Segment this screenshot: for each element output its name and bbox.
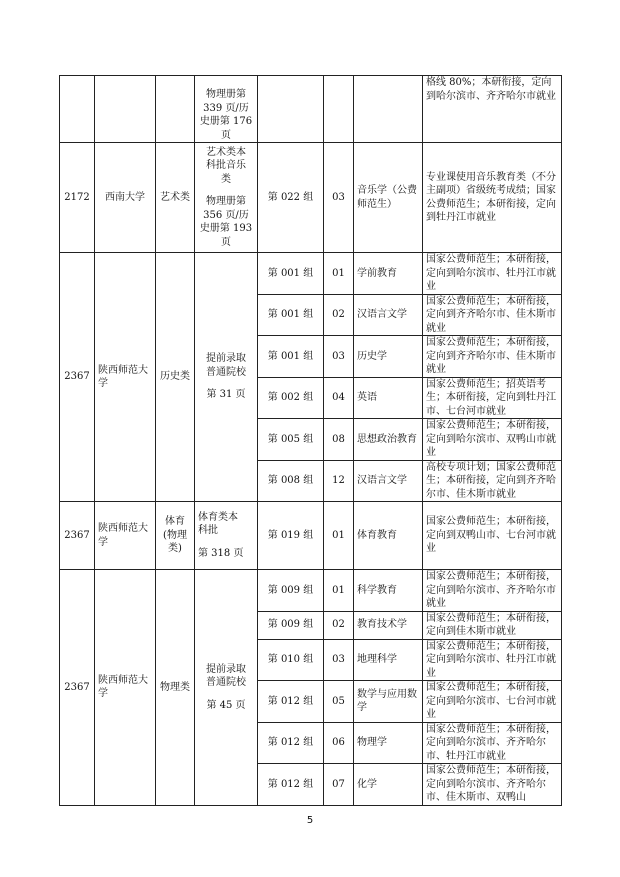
note-cell: 国家公费师范生；本研衔接，定向到齐齐哈尔市、佳木斯市就业	[423, 294, 562, 336]
table-row	[60, 502, 562, 570]
type-cell: 体育类本 科批 第 318 页	[195, 502, 258, 570]
group-cell: 第 010 组	[258, 639, 324, 681]
table-row	[60, 76, 562, 143]
note-cell: 国家公费师范生；本研衔接，定向到哈尔滨市、齐齐哈尔市、佳木斯市、双鸭山	[423, 764, 562, 806]
code-cell: 2172	[60, 143, 95, 253]
school-cell: 陕西师范大学	[95, 253, 156, 502]
num-cell: 05	[324, 681, 354, 723]
group-cell: 第 019 组	[258, 502, 324, 570]
major-cell: 音乐学（公费师范生）	[354, 143, 423, 253]
num-cell: 08	[324, 419, 354, 461]
num-cell: 03	[324, 143, 354, 253]
note-cell: 格线 80%；本研衔接，定向到哈尔滨市、齐齐哈尔市就业	[423, 76, 562, 143]
num-cell: 12	[324, 460, 354, 502]
admission-table	[59, 75, 562, 806]
group-cell: 第 012 组	[258, 764, 324, 806]
num-cell: 03	[324, 336, 354, 378]
note-cell: 国家公费师范生；招英语考生；本研衔接，定向到牡丹江市、七台河市就业	[423, 377, 562, 419]
school-cell	[95, 76, 156, 143]
major-cell: 体育教育	[354, 502, 423, 570]
group-cell: 第 001 组	[258, 253, 324, 295]
group-cell: 第 009 组	[258, 611, 324, 639]
major-cell: 英语	[354, 377, 423, 419]
table-row	[60, 143, 562, 253]
note-cell: 国家公费师范生；本研衔接，定向到哈尔滨市、牡丹江市就业	[423, 639, 562, 681]
code-cell: 2367	[60, 570, 95, 806]
group-cell: 第 012 组	[258, 681, 324, 723]
subject-cell: 艺术类	[156, 143, 195, 253]
num-cell: 01	[324, 570, 354, 612]
school-cell: 西南大学	[95, 143, 156, 253]
major-cell: 学前教育	[354, 253, 423, 295]
school-cell: 陕西师范大学	[95, 502, 156, 570]
note-cell: 专业课使用音乐教育类（不分主副项）省级统考成绩；国家公费师范生；本研衔接，定向到牡丹江市就业	[423, 143, 562, 253]
group-cell: 第 001 组	[258, 336, 324, 378]
major-cell	[354, 76, 423, 143]
table-row	[60, 253, 562, 295]
major-cell: 化学	[354, 764, 423, 806]
table-row	[60, 570, 562, 612]
num-cell: 01	[324, 253, 354, 295]
major-cell: 数学与应用数学	[354, 681, 423, 723]
group-cell	[258, 76, 324, 143]
subject-cell: 历史类	[156, 253, 195, 502]
subject-cell: 体育(物理类)	[156, 502, 195, 570]
group-cell: 第 005 组	[258, 419, 324, 461]
major-cell: 科学教育	[354, 570, 423, 612]
major-cell: 教育技术学	[354, 611, 423, 639]
note-cell: 国家公费师范生；本研衔接，定向到佳木斯市就业	[423, 611, 562, 639]
note-cell: 国家公费师范生；本研衔接，定向到齐齐哈尔市、佳木斯市就业	[423, 336, 562, 378]
subject-cell: 物理类	[156, 570, 195, 806]
page-number: 5	[306, 815, 314, 826]
note-cell: 国家公费师范生；本研衔接，定向到哈尔滨市、齐齐哈尔市、牡丹江市就业	[423, 722, 562, 764]
group-cell: 第 012 组	[258, 722, 324, 764]
note-cell: 国家公费师范生；本研衔接，定向到哈尔滨市、七台河市就业	[423, 681, 562, 723]
num-cell: 03	[324, 639, 354, 681]
code-cell: 2367	[60, 502, 95, 570]
type-cell: 物理册第 339 页/历 史册第 176 页	[195, 76, 258, 143]
note-cell: 高校专项计划；国家公费师范生；本研衔接，定向到齐齐哈尔市、佳木斯市就业	[423, 460, 562, 502]
code-cell	[60, 76, 95, 143]
num-cell: 07	[324, 764, 354, 806]
major-cell: 汉语言文学	[354, 294, 423, 336]
school-cell: 陕西师范大学	[95, 570, 156, 806]
major-cell: 汉语言文学	[354, 460, 423, 502]
group-cell: 第 001 组	[258, 294, 324, 336]
major-cell: 物理学	[354, 722, 423, 764]
subject-cell	[156, 76, 195, 143]
type-cell: 提前录取 普通院校 第 45 页	[195, 570, 258, 806]
group-cell: 第 009 组	[258, 570, 324, 612]
num-cell: 04	[324, 377, 354, 419]
group-cell: 第 008 组	[258, 460, 324, 502]
major-cell: 思想政治教育	[354, 419, 423, 461]
major-cell: 历史学	[354, 336, 423, 378]
note-cell: 国家公费师范生；本研衔接，定向到哈尔滨市、牡丹江市就业	[423, 253, 562, 295]
type-cell: 艺术类本 科批音乐 类 物理册第 356 页/历 史册第 193 页	[195, 143, 258, 253]
note-cell: 国家公费师范生；本研衔接，定向到哈尔滨市、双鸭山市就业	[423, 419, 562, 461]
code-cell: 2367	[60, 253, 95, 502]
num-cell: 01	[324, 502, 354, 570]
type-cell: 提前录取 普通院校 第 31 页	[195, 253, 258, 502]
major-cell: 地理科学	[354, 639, 423, 681]
group-cell: 第 002 组	[258, 377, 324, 419]
num-cell: 02	[324, 611, 354, 639]
note-cell: 国家公费师范生；本研衔接，定向到双鸭山市、七台河市就业	[423, 502, 562, 570]
num-cell: 06	[324, 722, 354, 764]
note-cell: 国家公费师范生；本研衔接，定向到哈尔滨市、齐齐哈尔市就业	[423, 570, 562, 612]
group-cell: 第 022 组	[258, 143, 324, 253]
num-cell	[324, 76, 354, 143]
num-cell: 02	[324, 294, 354, 336]
